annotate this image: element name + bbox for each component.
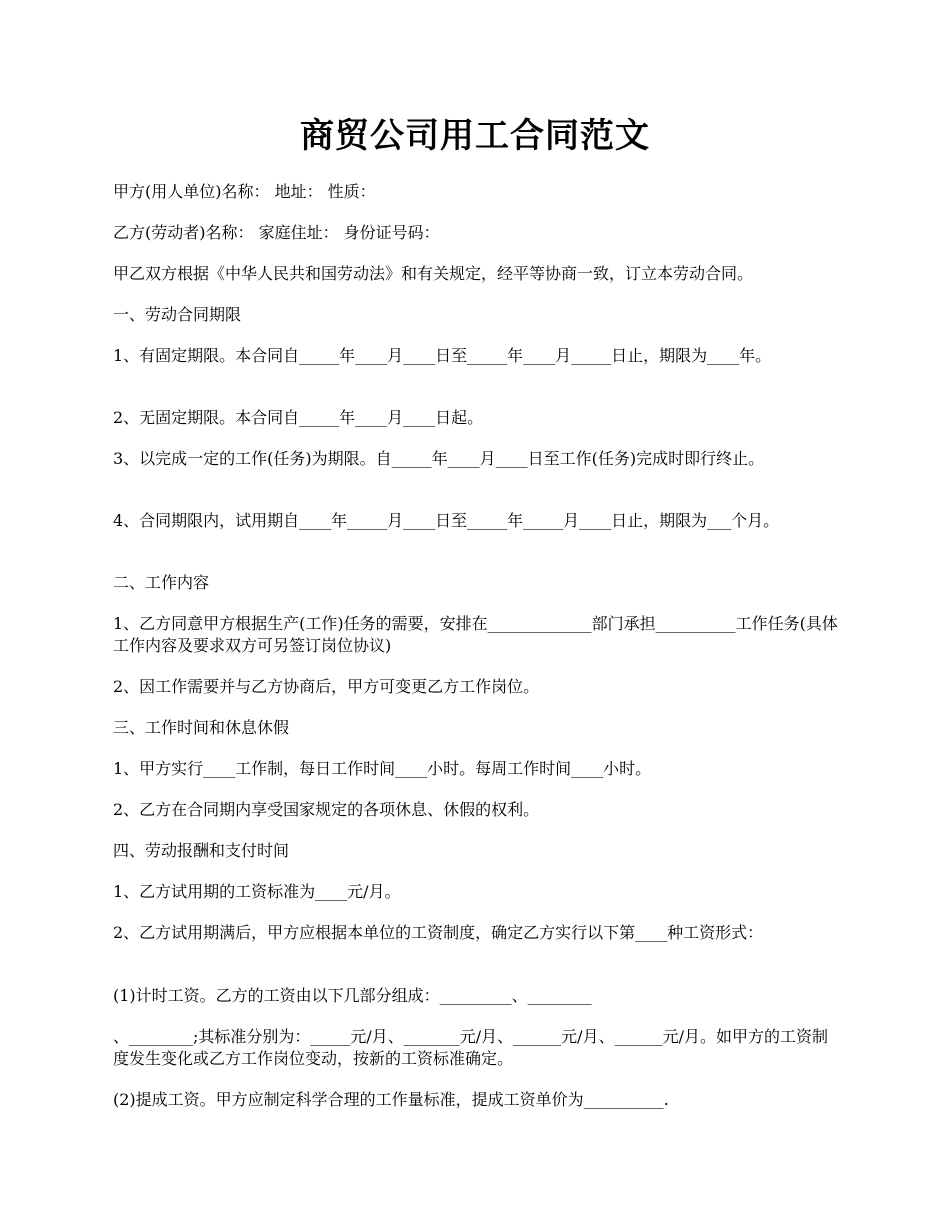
- paragraph-2-2: 2、因工作需要并与乙方协商后，甲方可变更乙方工作岗位。: [113, 677, 540, 696]
- paragraph-4-2: 2、乙方试用期满后，甲方应根据本单位的工资制度，确定乙方实行以下第____种工资形式：: [113, 923, 764, 942]
- paragraph-3-1: 1、甲方实行____工作制，每日工作时间____小时。每周工作时间____小时。: [113, 759, 652, 778]
- document-title: 商贸公司用工合同范文: [300, 116, 650, 156]
- paragraph-3-2: 2、乙方在合同期内享受国家规定的各项休息、休假的权利。: [113, 800, 540, 819]
- paragraph-1-4: 4、合同期限内，试用期自____年_____月____日至_____年_____月____日止，期限为___个月。: [113, 511, 780, 530]
- paragraph-1-3: 3、以完成一定的工作(任务)为期限。自_____年____月____日至工作(任务)完成时即行终止。: [113, 449, 765, 468]
- paragraph-4-2-1-cont: 、________;其标准分别为：_____元/月、_______元/月、______元/月、______元/月。如甲方的工资制度发生变化或乙方工作岗位变动，按新的工资标准确定。: [113, 1027, 828, 1068]
- section-heading-2: 二、工作内容: [113, 573, 210, 592]
- paragraph-party-a: 甲方(用人单位)名称： 地址： 性质：: [113, 182, 376, 201]
- paragraph-1-1: 1、有固定期限。本合同自_____年____月____日至_____年____月_____日止，期限为____年。: [113, 346, 772, 365]
- paragraph-preamble: 甲乙双方根据《中华人民共和国劳动法》和有关规定，经平等协商一致，订立本劳动合同。: [113, 264, 754, 283]
- section-heading-4: 四、劳动报酬和支付时间: [113, 841, 290, 860]
- paragraph-4-1: 1、乙方试用期的工资标准为____元/月。: [113, 882, 401, 901]
- paragraph-2-1: 1、乙方同意甲方根据生产(工作)任务的需要，安排在_____________部门承担__________工作任务(具体工作内容及要求双方可另签订岗位协议): [113, 614, 838, 655]
- paragraph-1-2: 2、无固定期限。本合同自_____年____月____日起。: [113, 408, 484, 427]
- paragraph-party-b: 乙方(劳动者)名称： 家庭住址： 身份证号码：: [113, 223, 440, 242]
- paragraph-4-2-2: (2)提成工资。甲方应制定科学合理的工作量标准，提成工资单价为__________.: [113, 1090, 669, 1109]
- paragraph-4-2-1: (1)计时工资。乙方的工资由以下几部分组成：_________、________: [113, 986, 592, 1005]
- section-heading-3: 三、工作时间和休息休假: [113, 718, 290, 737]
- section-heading-1: 一、劳动合同期限: [113, 305, 242, 324]
